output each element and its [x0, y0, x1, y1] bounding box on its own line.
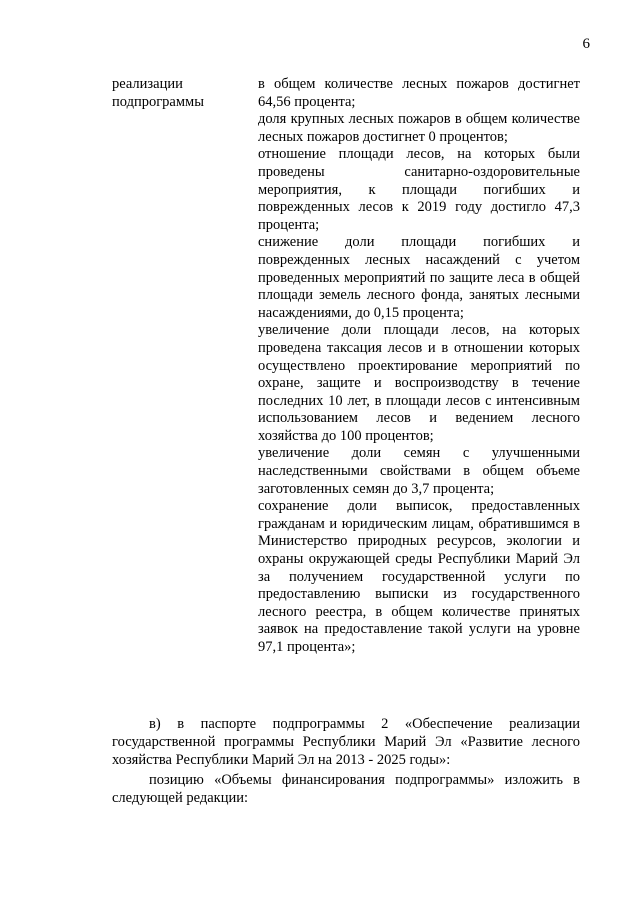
table-left-column	[112, 76, 242, 111]
paragraph-position: позицию «Объемы финансирования подпрограммы» изложить в следующей редакции:	[112, 772, 580, 806]
list-item: увеличение доли площади лесов, на которых проведена таксация лесов и в отношении которых осуществлено проектирование мероприятий по охране, защите и воспроизводству в течение последних 10 лет, в площади лесов с интенсивным использованием лесов и ведением лесного хозяйства до 100 процентов;	[258, 322, 580, 444]
table-right-column	[258, 76, 580, 657]
left-label-line1: реализации	[112, 76, 183, 92]
list-item: доля крупных лесных пожаров в общем количестве лесных пожаров достигнет 0 процентов;	[258, 111, 580, 145]
left-label-line2: подпрограммы	[112, 93, 204, 110]
list-item: отношение площади лесов, на которых были проведены санитарно-оздоровительные мероприятия, к площади погибших и поврежденных лесов к 2019 году достигло 47,3 процента;	[258, 146, 580, 233]
list-item: в общем количестве лесных пожаров достигнет 64,56 процента;	[258, 76, 580, 110]
page-number: 6	[582, 36, 590, 52]
list-item: снижение доли площади погибших и поврежденных лесных насаждений с учетом проведенных мероприятий по защите леса в общей площади земель лесного фонда, занятых лесными насаждениями, до 0,15 процента;	[258, 234, 580, 321]
paragraph-v: в) в паспорте подпрограммы 2 «Обеспечение реализации государственной программы Республики Марий Эл «Развитие лесного хозяйства Республики Марий Эл на 2013 - 2025 годы»:	[112, 716, 580, 768]
list-item: сохранение доли выписок, предоставленных гражданам и юридическим лицам, обратившимся в Министерство природных ресурсов, экологии и охраны окружающей среды Республики Марий Эл за получением государственной услуги по предоставлению выписки из государственного лесного реестра, в общем количестве принятых заявок на предоставление такой услуги на уровне 97,1 процента»;	[258, 498, 580, 655]
list-item: увеличение доли семян с улучшенными наследственными свойствами в общем объеме заготовленных семян до 3,7 процента;	[258, 445, 580, 497]
